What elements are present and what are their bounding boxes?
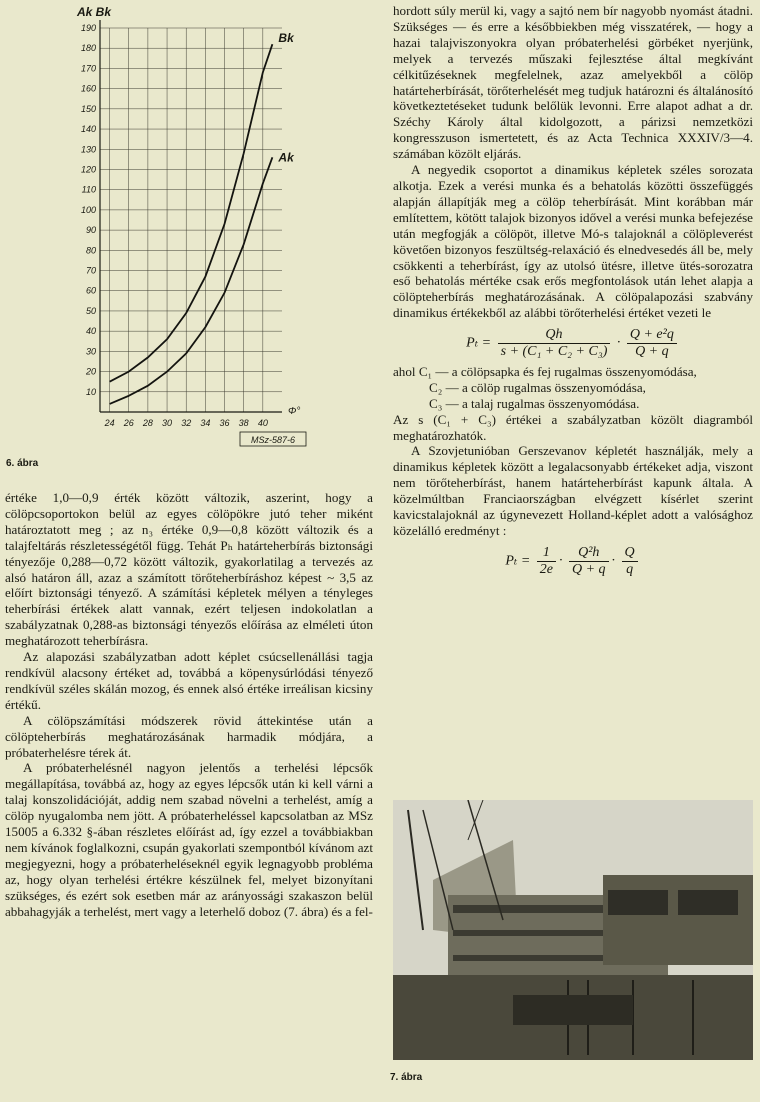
- left-column: [5, 490, 373, 919]
- x-axis-label: Φ°: [288, 406, 301, 417]
- symbol-definitions: [393, 364, 753, 412]
- formula-1-numerator-2: Q + e²q: [627, 327, 677, 344]
- x-tick-label: 30: [162, 418, 173, 428]
- formula-2-lhs: Pₜ =: [505, 553, 531, 569]
- formula-2-fraction-1: [537, 545, 556, 578]
- right-paragraph-1: hordott súly merül ki, vagy a sajtó nem bír nagyobb nyomást átadni. Szükséges — és erre a későbbiekben még visszatérek, — hogy a hazai talajviszonyokra olyan próbaterhelési görbéket nyerjünk, melyek a tervezés műszaki fejlesztése által megkívánt célkitűzéseknek megfelelnek, azaz amelyekből a cölöp határteherbírását, törőterhelését meg tudjuk határozni és általánosító következtetéseket tudunk belőlük levonni. Erre alapot adhat a dr. Széchy Károly által kidolgozott, a párizsi nemzetközi kongresszuson ismertetett, és az Acta Technica XXXIV/3—4. számában közölt eljárás.: [393, 3, 753, 162]
- definition-c1: ahol C₁ — a cölöpsapka és fej rugalmas összenyomódása,: [393, 363, 697, 379]
- figure-7-photo: [393, 800, 753, 1060]
- formula-2-numerator-1: 1: [537, 545, 556, 562]
- formula-2-numerator-3: Q: [622, 545, 638, 562]
- y-tick-label: 40: [85, 326, 96, 337]
- figure-7-caption: 7. ábra: [390, 1072, 423, 1083]
- definition-c3: C₃ — a talaj rugalmas összenyomódása.: [429, 395, 640, 411]
- formula-2-fraction-3: [622, 545, 638, 578]
- stamp-text: MSz-587-6: [250, 435, 296, 445]
- figure-6-caption: 6. ábra: [6, 458, 39, 469]
- formula-1-lhs: Pₜ =: [466, 335, 492, 351]
- y-tick-label: 170: [80, 63, 96, 74]
- y-tick-label: 50: [85, 305, 96, 316]
- y-tick-label: 120: [80, 164, 96, 175]
- y-tick-label: 90: [85, 225, 96, 236]
- y-axis-label: Ak Bk: [76, 5, 112, 19]
- y-tick-label: 100: [80, 204, 96, 215]
- formula-2-numerator-2: Q²h: [569, 545, 609, 562]
- y-tick-label: 20: [85, 366, 96, 377]
- series-label-ak: Ak: [278, 150, 294, 165]
- y-tick-label: 150: [80, 103, 96, 114]
- formula-2-denominator-1: 2e: [539, 561, 553, 577]
- formula-2-denominator-3: q: [626, 561, 634, 577]
- x-tick-label: 28: [142, 418, 153, 428]
- construction-site-image: [393, 800, 753, 1060]
- y-tick-label: 80: [85, 245, 96, 256]
- x-tick-label: 38: [238, 418, 249, 428]
- definition-c2: C₂ — a cölöp rugalmas összenyomódása,: [429, 379, 646, 395]
- formula-1-fraction-1: [498, 327, 611, 360]
- right-column: [393, 3, 753, 582]
- formula-1-numerator-1: Qh: [498, 327, 611, 344]
- chart-6: [0, 0, 380, 480]
- y-tick-label: 180: [80, 43, 96, 54]
- formula-2-fraction-2: [569, 545, 609, 578]
- x-tick-label: 24: [104, 418, 115, 428]
- x-tick-label: 36: [219, 418, 230, 428]
- x-tick-label: 34: [200, 418, 211, 428]
- y-tick-label: 190: [80, 23, 96, 33]
- y-tick-label: 10: [85, 386, 96, 397]
- formula-1: [393, 327, 753, 360]
- right-paragraph-4: A Szovjetunióban Gerszevanov képletét használják, mely a dinamikus képletek között a legalacsonyabb értékeket adja, viszont nem törőteherbírást, hanem határteherbírást kapunk általa. A közelmúltban Franciaországban elvégzett kísérlet szerint kavicstalajoknál az úgynevezett Holland-képlet adott a valósághoz közelálló eredményt :: [393, 443, 753, 538]
- left-paragraph-3: A cölöpszámítási módszerek rövid áttekintése után a cölöpteherbírás meghatározásának harmadik módjára, a próbaterhelésre térek át.: [5, 712, 373, 760]
- x-tick-label: 40: [257, 418, 268, 428]
- y-tick-label: 130: [80, 144, 96, 155]
- x-tick-label: 32: [181, 418, 192, 428]
- x-tick-label: 26: [123, 418, 134, 428]
- formula-1-fraction-2: [627, 327, 677, 360]
- y-tick-label: 70: [85, 265, 96, 276]
- y-tick-label: 160: [80, 83, 96, 94]
- y-tick-label: 140: [80, 124, 96, 135]
- formula-2-denominator-2: Q + q: [571, 561, 606, 577]
- formula-1-dot: ·: [616, 335, 621, 351]
- left-paragraph-2: Az alapozási szabályzatban adott képlet csúcsellenállási tagja rendkívül alacsony értéket ad, továbbá a köpenysúrlódási tényező rendkívül széles skálán mozog, és ennek alsó értéke irreálisan kicsiny értékű.: [5, 649, 373, 712]
- y-tick-label: 30: [85, 346, 96, 357]
- y-tick-label: 60: [85, 285, 96, 296]
- figure-6: [0, 0, 380, 480]
- left-paragraph-1: értéke 1,0—0,9 érték között változik, aszerint, hogy a cölöpcsoportokon belül az egyes cölöpökre jutó teher miként határoztatott meg ; az n₃ értéke 0,9—0,8 között változik és a talajfeltárás részletességétől függ. Tehát Pₕ határteherbírás biztonsági tényezője 0,288—0,72 között változik, gyakorlatilag a tervezés az alsó határon áll, azaz a számított törőteherbíráshoz képest ~ 3,5 az előírt biztonsági tényező. A számítási képletek mélyen a tényleges teherbírási értékek alatt vannak, ezért teljesen indokolatlan a szabályzatnak 0,288-as biztonsági tényezős előírása az elméleti úton meghatározott teherbírásra.: [5, 490, 373, 649]
- formula-1-denominator-2: Q + q: [635, 344, 669, 360]
- formula-2: Pₜ = $\frac{1}{2e}$ · $\frac{\text{Q²h}}{Q + q}$ · $\frac{Q}{q}$: [393, 545, 753, 578]
- formula-1-denominator-1: s + (C₁ + C₂ + C₃): [500, 344, 608, 360]
- series-label-bk: Bk: [278, 31, 294, 46]
- right-paragraph-3: Az s (C₁ + C₃) értékei a szabályzatban közölt diagramból meghatározhatók.: [393, 411, 753, 443]
- right-paragraph-2: A negyedik csoportot a dinamikus képletek széles sorozata alkotja. Ezek a verési munka és a behatolás közötti összefüggés alapján állapítják meg a cölöp teherbírását. Mint korábban már említettem, kötött talajok bizonyos idővel a verési munka befejezése után megfogják a cölöpöt, illetve Mó-s talajoknál a cölöpleverést követően bizonyos feszültség-relaxáció és elnedvesedés áll be, mely csökkenti a teherbírást, így az utolsó ütésre, illetve ütés-sorozatra eső behatolás mértéke csak erős megfontolások után lehet alapja a cölöpteherbírás meghatározásának. A cölöpalapozási szabvány dinamikus értékekből az alábbi törőterhelési értéket vezeti le: [393, 162, 753, 321]
- left-paragraph-4: A próbaterhelésnél nagyon jelentős a terhelési lépcsők megállapítása, továbbá az, hogy az egyes lépcsők után ki kell várni a talaj konszolidációját, addig nem szabad növelni a terhelést, amíg a cölöp nyugalomba nem jött. A próbaterheléssel kapcsolatban az MSz 15005 a 6.332 §-ában részletes előírást ad, így ezzel a továbbiakban nem kívánok foglalkozni, csupán gyakorlati szempontból kívánom azt megjegyezni, hogy a próbaterheléseknél egyik legnagyobb probléma az, hogy olyan terhelési értékre készülnek fel, melyet bizonyítani szükséges, és ezért sok esetben már az arányossági szakaszon belül abbahagyják a terhelést, mert vagy a leterhelő doboz (7. ábra) és a fel-: [5, 760, 373, 919]
- y-tick-label: 110: [81, 184, 96, 195]
